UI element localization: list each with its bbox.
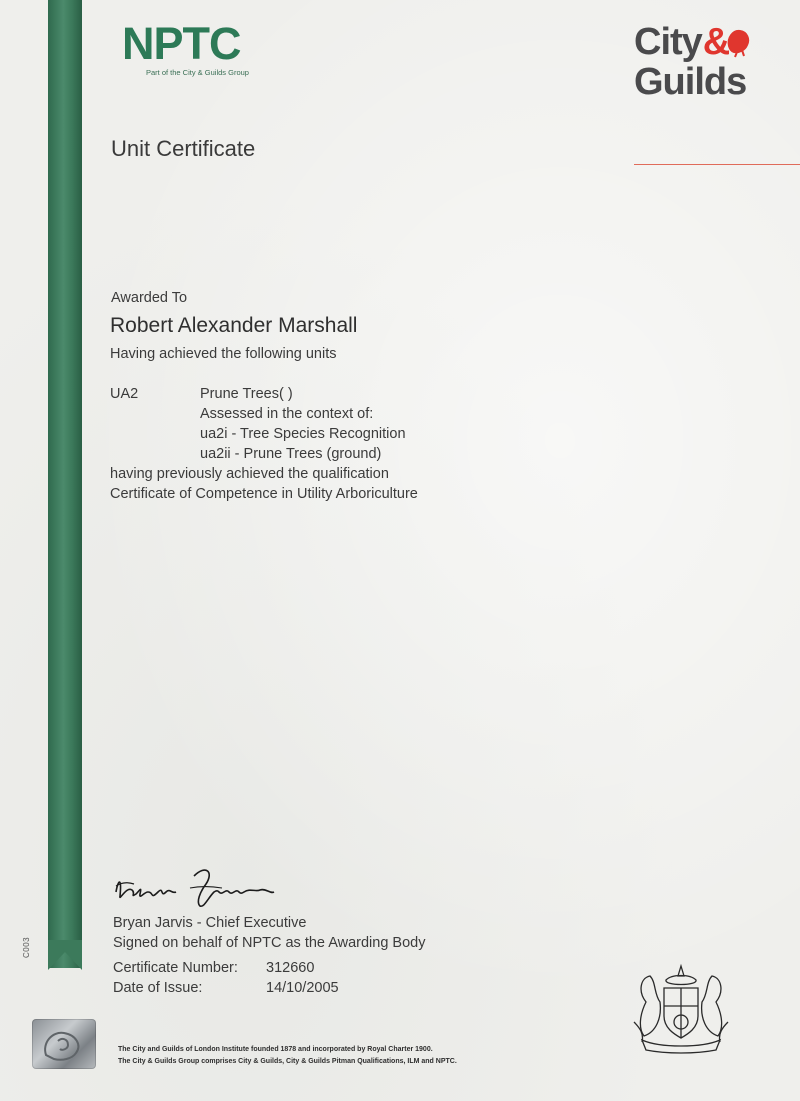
achieved-text: Having achieved the following units — [110, 346, 337, 362]
unit-name: Prune Trees( ) — [200, 386, 293, 402]
recipient-name: Robert Alexander Marshall — [110, 314, 358, 337]
footer-line-1: The City and Guilds of London Institute founded 1878 and incorporated by Royal Charter 1900. — [118, 1046, 433, 1053]
context-label: Assessed in the context of: — [200, 406, 374, 422]
ribbon-tail — [48, 940, 82, 970]
nptc-tagline: Part of the City & Guilds Group — [146, 68, 249, 77]
footer-line-2: The City & Guilds Group comprises City & Guilds, City & Guilds Pitman Qualifications, ILM and NPTC. — [118, 1058, 457, 1065]
cert-number-label: Certificate Number: — [113, 960, 238, 976]
cg-logo-line1 — [634, 22, 751, 62]
cg-logo-ampersand: & — [702, 21, 730, 63]
certificate-title: Unit Certificate — [111, 136, 256, 161]
previous-text: having previously achieved the qualification — [110, 466, 389, 482]
red-rule — [634, 164, 800, 165]
context-item: ua2i - Tree Species Recognition — [200, 426, 406, 442]
hologram-seal — [32, 1019, 96, 1069]
signatory-name: Bryan Jarvis - Chief Executive — [113, 915, 307, 931]
city-guilds-logo — [634, 22, 751, 102]
nptc-logo-text: NPTC — [122, 18, 241, 69]
awarded-to-label: Awarded To — [111, 290, 188, 306]
cg-logo-guilds: Guilds — [634, 61, 747, 103]
qualification-name: Certificate of Competence in Utility Arboriculture — [110, 486, 418, 502]
on-behalf-text: Signed on behalf of NPTC as the Awarding Body — [113, 935, 426, 951]
nptc-logo — [122, 18, 249, 77]
issue-date-label: Date of Issue: — [113, 980, 203, 996]
signature-image — [110, 862, 280, 917]
issue-date: 14/10/2005 — [266, 980, 339, 996]
cg-logo-city: City — [634, 21, 702, 63]
green-ribbon — [48, 0, 82, 968]
coat-of-arms-crest — [626, 962, 736, 1059]
form-code: C003 — [22, 936, 31, 958]
cert-number: 312660 — [266, 960, 315, 976]
unit-code: UA2 — [110, 386, 139, 402]
lion-icon — [725, 26, 751, 58]
context-item: ua2ii - Prune Trees (ground) — [200, 446, 382, 462]
